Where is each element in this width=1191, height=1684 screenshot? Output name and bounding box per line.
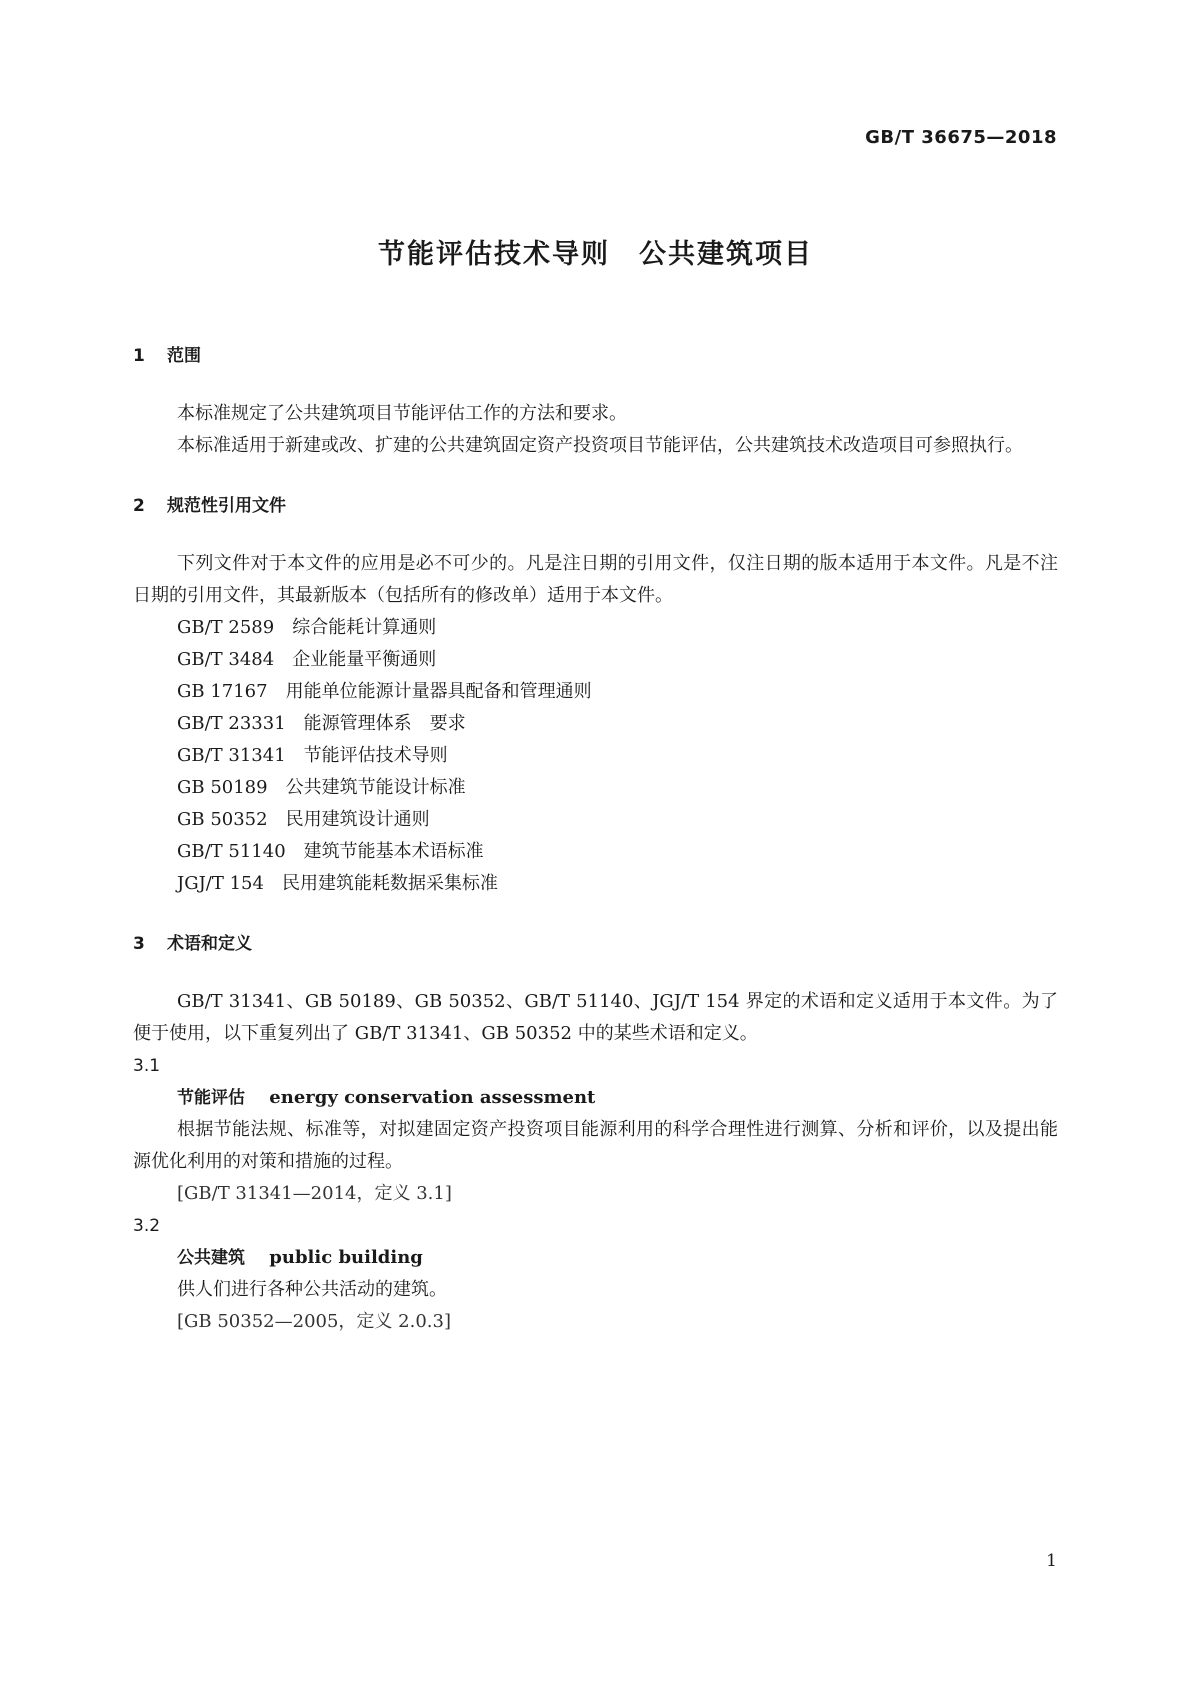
scope-paragraph-2: 本标准适用于新建或改、扩建的公共建筑固定资产投资项目节能评估，公共建筑技术改造项目可参照执行。 bbox=[177, 435, 1023, 456]
term-source: [GB 50352—2005，定义 2.0.3] bbox=[177, 1311, 451, 1332]
section-2-heading bbox=[133, 490, 1058, 522]
document-body bbox=[133, 340, 1058, 1338]
section-3-heading bbox=[133, 928, 1058, 960]
section-number: 2 bbox=[133, 496, 145, 516]
term-zh: 节能评估 bbox=[177, 1088, 245, 1108]
term-en: energy conservation assessment bbox=[269, 1087, 596, 1108]
standard-code: GB/T 36675—2018 bbox=[865, 127, 1057, 148]
section-1-heading bbox=[133, 340, 1058, 372]
term-heading bbox=[133, 1242, 1058, 1274]
term-zh: 公共建筑 bbox=[177, 1248, 245, 1268]
term-definition: 供人们进行各种公共活动的建筑。 bbox=[177, 1279, 447, 1300]
section-title: 规范性引用文件 bbox=[167, 496, 286, 516]
reference-item: GB 50189 公共建筑节能设计标准 bbox=[177, 777, 466, 798]
term-number: 3.1 bbox=[133, 1056, 161, 1076]
references-intro: 下列文件对于本文件的应用是必不可少的。凡是注日期的引用文件，仅注日期的版本适用于本文件。凡是不注日期的引用文件，其最新版本（包括所有的修改单）适用于本文件。 bbox=[133, 553, 1058, 606]
reference-item: GB 17167 用能单位能源计量器具配备和管理通则 bbox=[177, 681, 592, 702]
term-en: public building bbox=[269, 1247, 423, 1268]
scope-paragraph-1: 本标准规定了公共建筑项目节能评估工作的方法和要求。 bbox=[177, 403, 627, 424]
reference-item: GB/T 31341 节能评估技术导则 bbox=[177, 745, 448, 766]
reference-item: GB/T 2589 综合能耗计算通则 bbox=[177, 617, 437, 638]
reference-item: GB/T 51140 建筑节能基本术语标准 bbox=[177, 841, 484, 862]
reference-item: GB/T 3484 企业能量平衡通则 bbox=[177, 649, 437, 670]
section-number: 1 bbox=[133, 346, 145, 366]
document-title: 节能评估技术导则 公共建筑项目 bbox=[378, 239, 813, 270]
term-heading bbox=[133, 1082, 1058, 1114]
term-source: [GB/T 31341—2014，定义 3.1] bbox=[177, 1183, 452, 1204]
reference-item: JGJ/T 154 民用建筑能耗数据采集标准 bbox=[177, 873, 498, 894]
terms-intro: GB/T 31341、GB 50189、GB 50352、GB/T 51140、JGJ/T 154 界定的术语和定义适用于本文件。为了便于使用，以下重复列出了 GB/T 31341、GB 50352 中的某些术语和定义。 bbox=[133, 991, 1058, 1044]
term-definition: 根据节能法规、标准等，对拟建固定资产投资项目能源利用的科学合理性进行测算、分析和评价，以及提出能源优化利用的对策和措施的过程。 bbox=[133, 1119, 1058, 1172]
section-title: 术语和定义 bbox=[167, 934, 252, 954]
reference-item: GB/T 23331 能源管理体系 要求 bbox=[177, 713, 466, 734]
reference-item: GB 50352 民用建筑设计通则 bbox=[177, 809, 430, 830]
page-number: 1 bbox=[1046, 1551, 1057, 1571]
section-title: 范围 bbox=[167, 346, 201, 366]
section-number: 3 bbox=[133, 934, 145, 954]
term-number: 3.2 bbox=[133, 1216, 161, 1236]
